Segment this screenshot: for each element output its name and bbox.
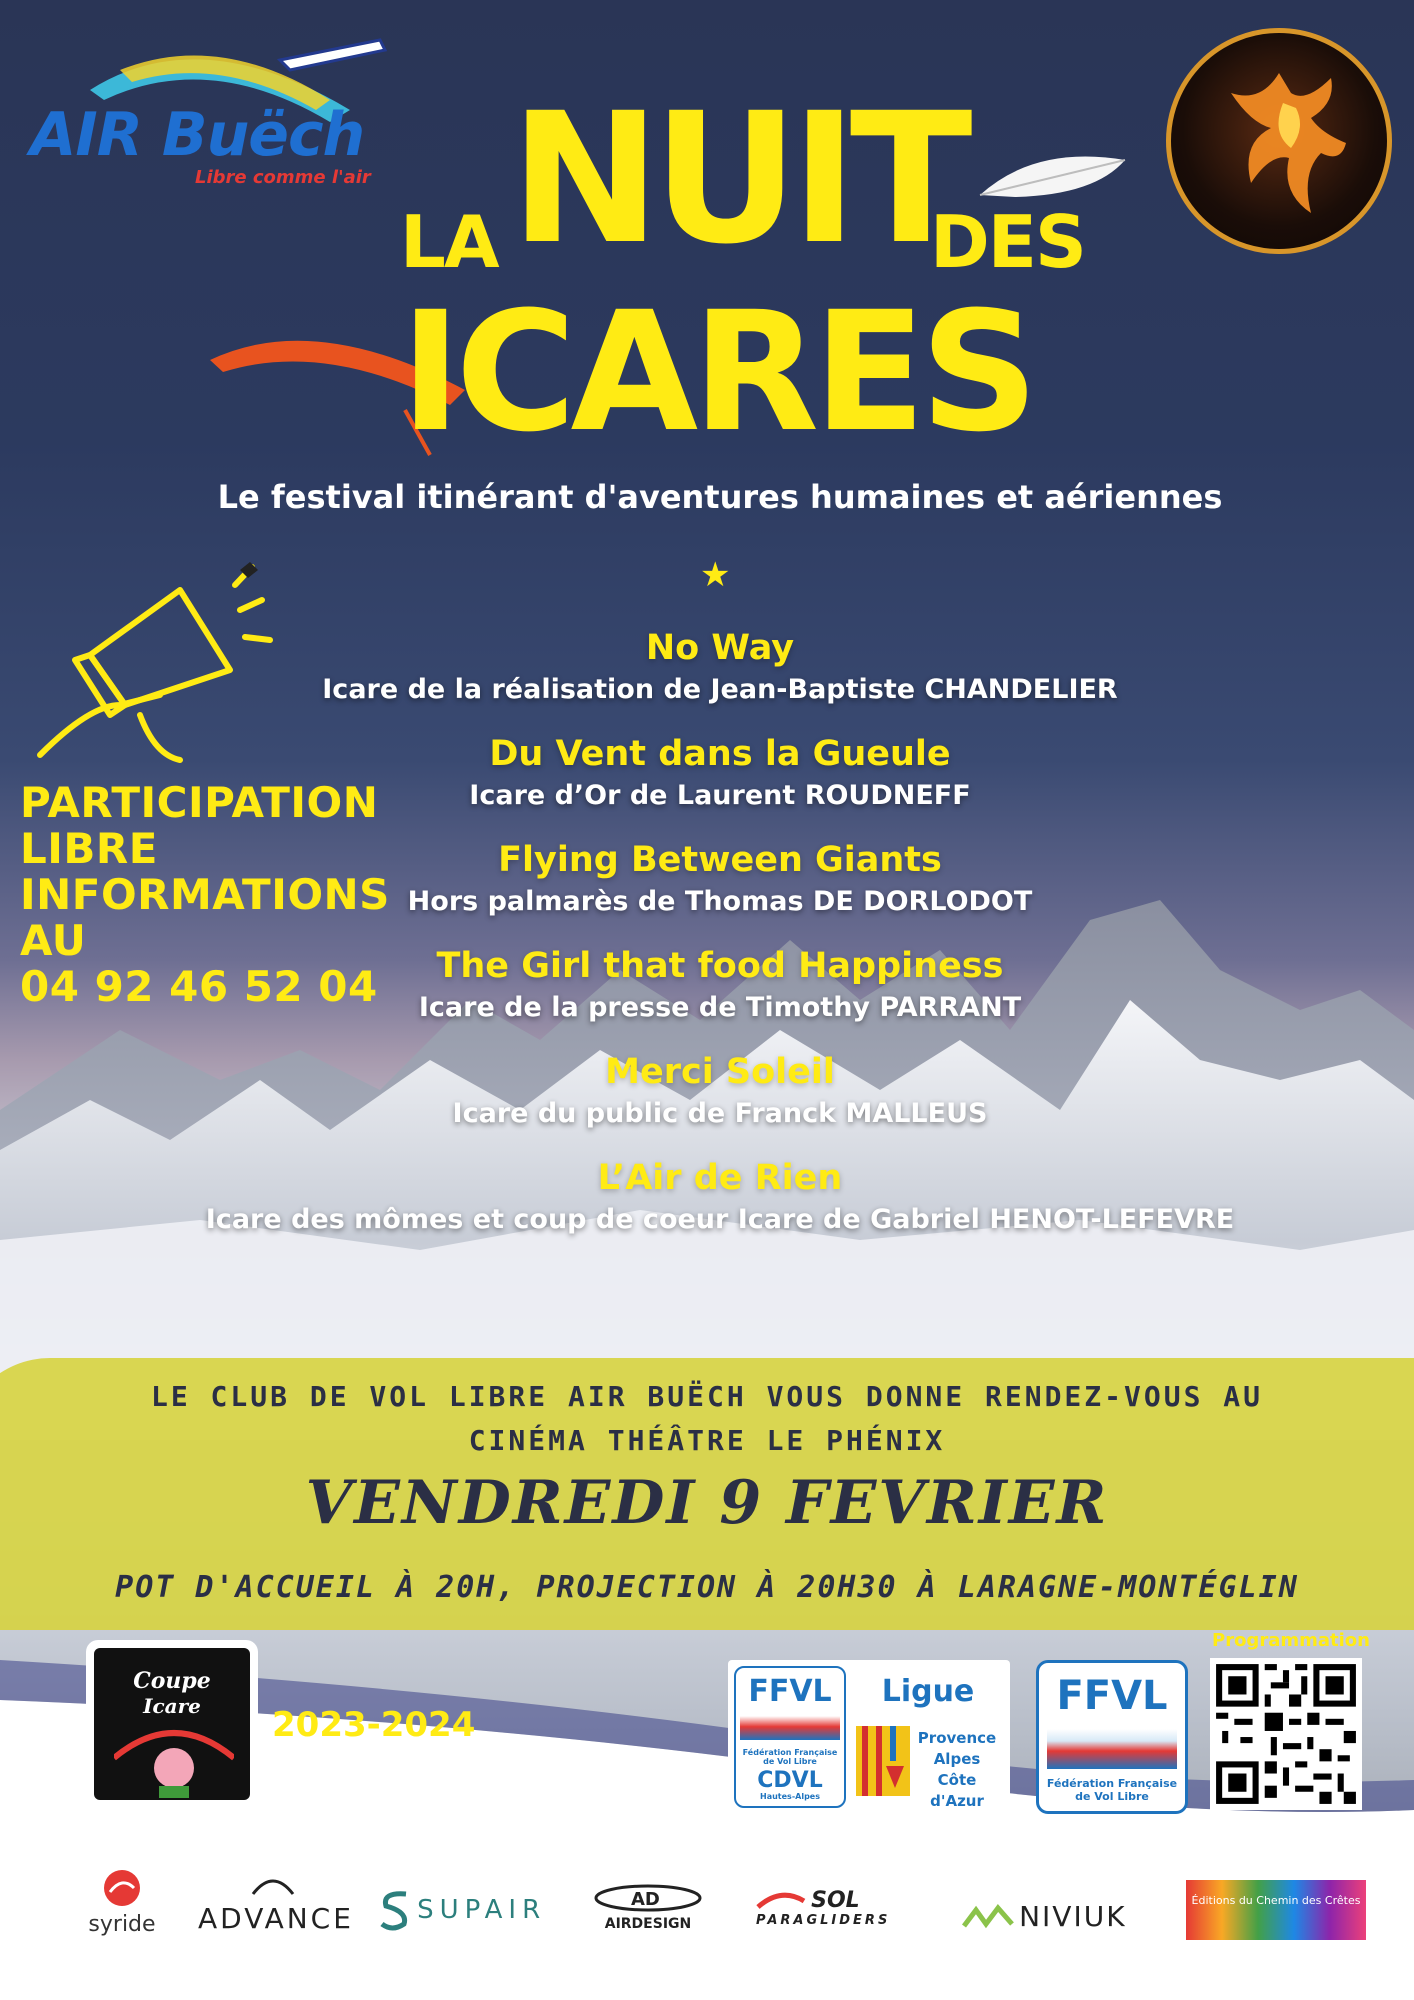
info-phone: 04 92 46 52 04 xyxy=(20,962,378,1011)
coupe-label: Coupe xyxy=(133,1668,211,1694)
film-title: Flying Between Giants xyxy=(498,840,942,880)
event-intro-line1: LE CLUB DE VOL LIBRE AIR BUËCH VOUS DONNE RENDEZ-VOUS AU xyxy=(150,1380,1263,1413)
sponsor-sol-label: SOL xyxy=(811,1888,860,1913)
coupe-icare-logo xyxy=(86,1640,258,1808)
sponsor-editions-label: Éditions du Chemin des Crêtes xyxy=(1191,1894,1361,1907)
wave-icon xyxy=(1047,1729,1177,1769)
logo-tagline: Libre comme l'air xyxy=(195,167,371,188)
film-award: Icare de la presse de Timothy PARRANT xyxy=(418,992,1022,1023)
title-des: DES xyxy=(930,200,1085,284)
info-participation: PARTICIPATION xyxy=(20,778,379,827)
season-label: 2023-2024 xyxy=(272,1705,476,1745)
info-au: AU xyxy=(20,916,87,965)
ligue-region xyxy=(910,1728,1004,1812)
ffvl-full-line1: Fédération Française xyxy=(1046,1777,1178,1790)
sponsor-niviuk xyxy=(962,1900,1162,1933)
icare-label: Icare xyxy=(143,1694,201,1718)
film-item xyxy=(160,837,1280,921)
sponsor-supair xyxy=(378,1888,558,1932)
svg-text:AD: AD xyxy=(631,1889,660,1910)
cdvl-region: Hautes-Alpes xyxy=(760,1792,820,1801)
advance-icon xyxy=(248,1872,298,1898)
syride-icon xyxy=(102,1868,142,1908)
sponsor-sol xyxy=(756,1888,916,1928)
film-item xyxy=(160,625,1280,709)
title-nuit: NUIT xyxy=(510,75,965,284)
film-title: L’Air de Rien xyxy=(597,1158,843,1198)
event-date: VENDREDI 9 FEVRIER xyxy=(305,1468,1109,1538)
film-award: Icare de la réalisation de Jean-Baptiste CHANDELIER xyxy=(322,674,1118,705)
sponsor-supair-label: SUPAIR xyxy=(417,1895,547,1925)
cdvl-panel xyxy=(734,1666,846,1808)
feather-icon xyxy=(975,135,1135,210)
film-award: Icare des mômes et coup de coeur Icare de Gabriel HENOT-LEFEVRE xyxy=(205,1204,1235,1235)
niviuk-icon xyxy=(962,1904,1014,1930)
title-icares: ICARES xyxy=(400,276,1033,468)
ffvl-full-line2: de Vol Libre xyxy=(1075,1790,1149,1803)
phoenix-logo xyxy=(1166,28,1392,254)
film-award: Icare du public de Franck MALLEUS xyxy=(452,1098,988,1129)
ffvl-cdvl-ligue-logo xyxy=(728,1660,1010,1814)
programmation-label: Programmation xyxy=(1212,1630,1370,1651)
film-award: Hors palmarès de Thomas DE DORLODOT xyxy=(407,886,1033,917)
ffvl-logo xyxy=(1036,1660,1188,1814)
event-intro xyxy=(0,1375,1414,1463)
film-item xyxy=(160,1049,1280,1133)
film-list xyxy=(160,625,1280,1261)
pig-mascot-icon xyxy=(114,1718,234,1798)
ligue-panel xyxy=(852,1666,1004,1808)
ligue-region2: Alpes xyxy=(933,1750,981,1768)
sponsor-advance xyxy=(198,1872,354,1935)
event-intro-line2: CINÉMA THÉÂTRE LE PHÉNIX xyxy=(468,1424,946,1457)
supair-icon xyxy=(378,1888,412,1932)
film-item xyxy=(160,943,1280,1027)
film-title: The Girl that food Happiness xyxy=(436,946,1004,986)
coupe-icare-panel xyxy=(94,1648,250,1800)
ffvl-abbr: FFVL xyxy=(1056,1673,1168,1719)
wave-icon xyxy=(740,1716,840,1740)
ligue-region1: Provence xyxy=(917,1729,997,1747)
ffvl-full xyxy=(1039,1777,1185,1803)
sponsor-advance-label: ADVANCE xyxy=(198,1902,354,1935)
film-title: Du Vent dans la Gueule xyxy=(489,734,951,774)
ligue-region3: Côte d'Azur xyxy=(930,1771,984,1810)
sponsor-airdesign-label: AIRDESIGN xyxy=(604,1916,692,1932)
phoenix-icon xyxy=(1171,33,1387,249)
cdvl-label: CDVL xyxy=(757,1768,823,1793)
sol-icon xyxy=(756,1891,806,1911)
festival-subtitle: Le festival itinérant d'aventures humaines et aériennes xyxy=(217,478,1223,516)
sponsor-niviuk-label: NIVIUK xyxy=(1019,1900,1127,1933)
film-item xyxy=(160,1155,1280,1239)
sponsor-editions xyxy=(1186,1880,1366,1940)
star-icon: ★ xyxy=(700,555,731,595)
film-award: Icare d’Or de Laurent ROUDNEFF xyxy=(469,780,971,811)
qr-code-icon xyxy=(1210,1658,1362,1810)
film-title: Merci Soleil xyxy=(605,1052,835,1092)
qr-code[interactable] xyxy=(1210,1658,1362,1810)
airdesign-icon xyxy=(593,1884,703,1912)
cdvl-ffvl-abbr: FFVL xyxy=(748,1674,832,1709)
sponsor-sol-sub: PARAGLIDERS xyxy=(756,1913,891,1928)
event-schedule: POT D'ACCUEIL À 20H, PROJECTION À 20H30 À LARAGNE-MONTÉGLIN xyxy=(115,1570,1299,1605)
info-libre: LIBRE xyxy=(20,824,158,873)
logo-name: AIR Buëch xyxy=(30,100,365,170)
sponsor-airdesign xyxy=(588,1884,708,1932)
regional-shield-icon xyxy=(856,1726,910,1796)
info-informations: INFORMATIONS xyxy=(20,870,390,919)
sponsor-syride xyxy=(82,1868,162,1937)
title-la: LA xyxy=(400,200,498,284)
film-item xyxy=(160,731,1280,815)
cdvl-full: Fédération Française de Vol Libre xyxy=(742,1748,838,1766)
ligue-title: Ligue xyxy=(881,1674,975,1709)
sponsor-syride-label: syride xyxy=(88,1912,156,1937)
film-title: No Way xyxy=(645,628,795,668)
